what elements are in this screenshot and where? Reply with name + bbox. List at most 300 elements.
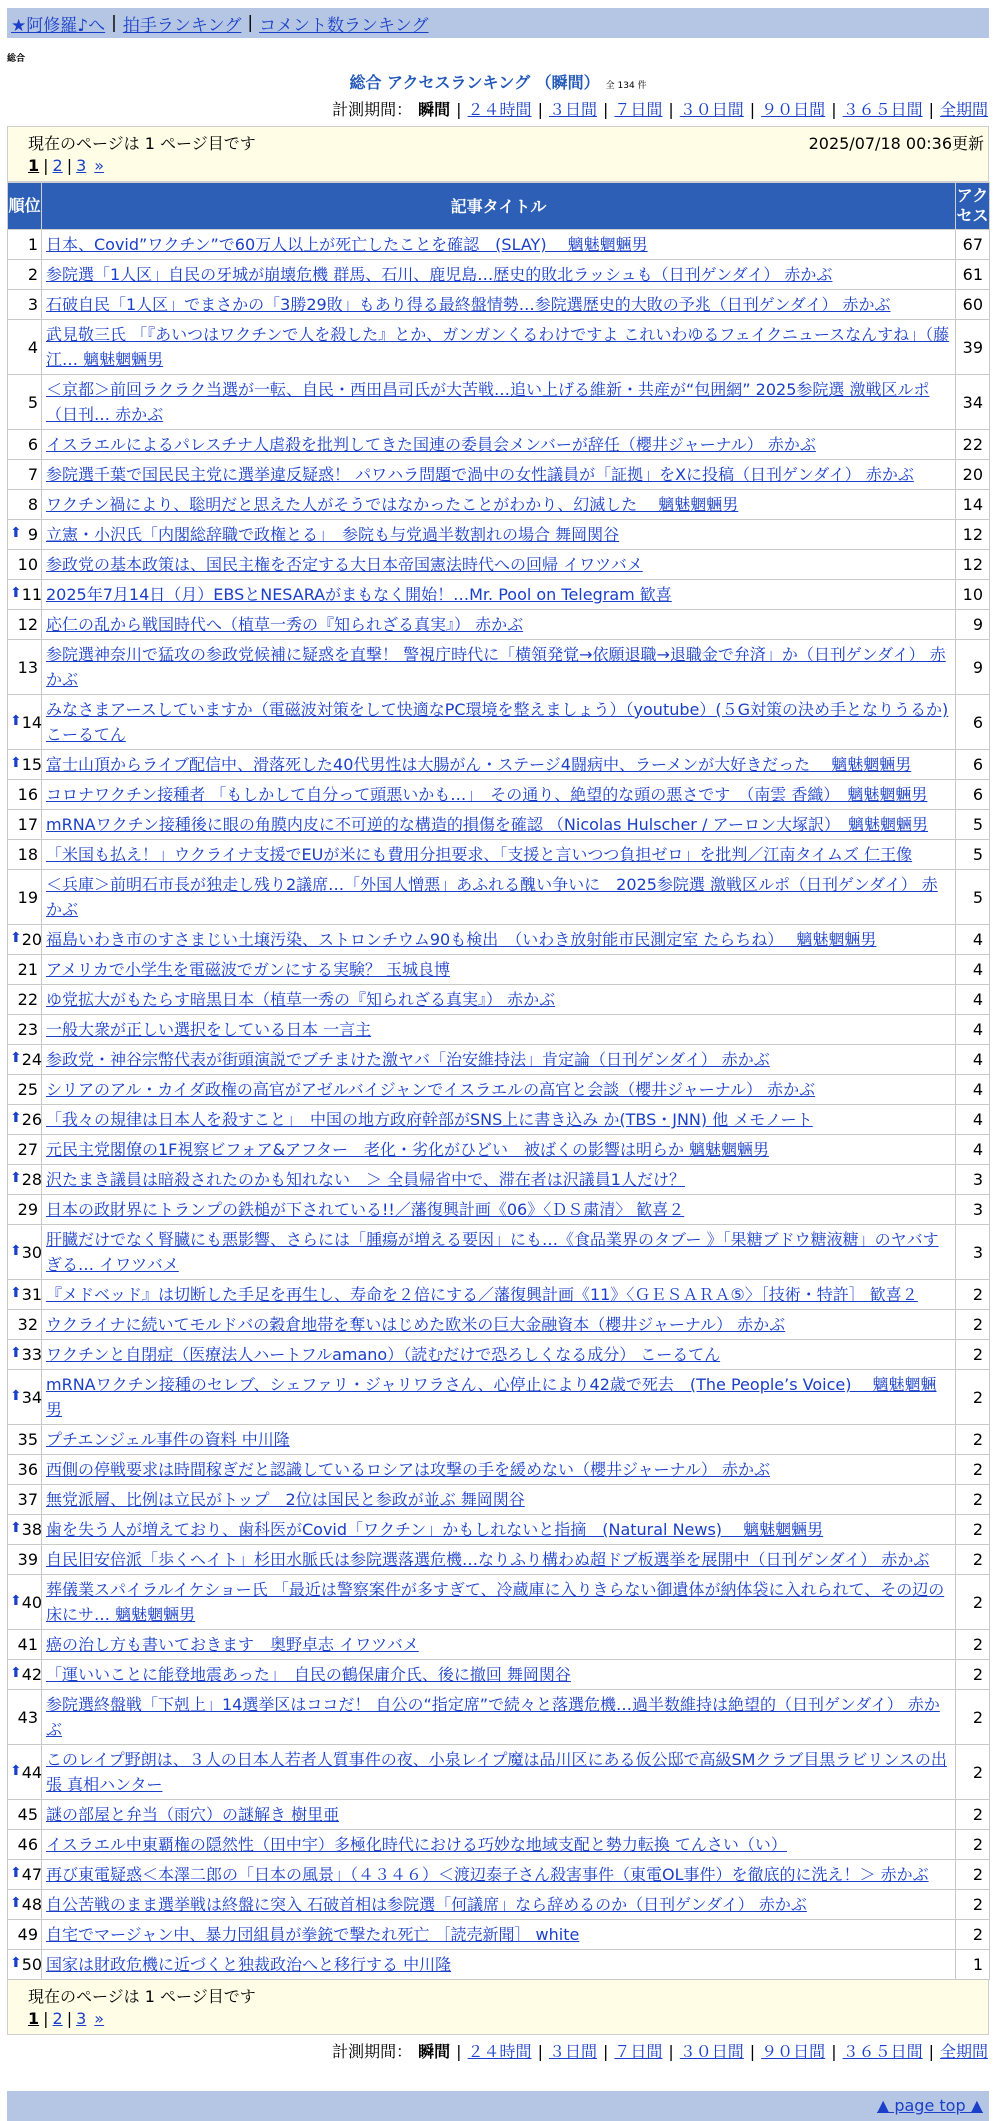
rank-number: 37	[17, 1490, 38, 1509]
rank-number: 15	[21, 755, 43, 774]
up-arrow-icon: ⬆	[10, 1955, 22, 1971]
table-row	[8, 550, 990, 580]
access-count: 4	[956, 955, 990, 985]
rank-cell	[8, 1630, 42, 1660]
table-row	[8, 870, 990, 925]
article-link[interactable]: mRNAワクチン接種のセレブ、シェファリ・ジャリワラさん、心停止により42歳で死去 (The People’s Voice) 魑魅魍魎男	[46, 1375, 937, 1419]
pager-link-2[interactable]: 2	[52, 2009, 63, 2028]
rank-number: 25	[17, 1080, 38, 1099]
period-selector-bottom	[0, 2039, 988, 2062]
article-link[interactable]: 富士山頂からライブ配信中、滑落死した40代男性は大腸がん・ステージ4闘病中、ラーメンが大好きだった 魑魅魍魎男	[46, 755, 912, 774]
period-separator: |	[668, 2042, 674, 2061]
rank-number: 20	[21, 930, 43, 949]
period-separator: |	[831, 2042, 837, 2061]
article-link[interactable]: アメリカで小学生を電磁波でガンにする実験？ 玉城良博	[46, 960, 450, 979]
rank-number: 14	[21, 712, 43, 732]
article-link[interactable]: 無党派層、比例は立民がトップ 2位は国民と参政が並ぶ 舞岡関谷	[46, 1490, 525, 1509]
access-count: 2	[956, 1455, 990, 1485]
table-row	[8, 1690, 990, 1745]
article-link[interactable]: 謎の部屋と弁当（雨穴）の謎解き 樹里亜	[46, 1805, 340, 1824]
article-link[interactable]: 自民旧安倍派「歩くヘイト」杉田水脈氏は参院選落選危機…なりふり構わぬ超ドブ板選挙を展開中（日刊ゲンダイ） 赤かぶ	[46, 1550, 930, 1569]
article-link[interactable]: 一般大衆が正しい選択をしている日本 一言主	[46, 1020, 372, 1039]
table-row	[8, 1225, 990, 1280]
article-link[interactable]: 再び東電疑惑＜本澤二郎の「日本の風景」（４３４６）＜渡辺泰子さん殺害事件（東電OL事件）を徹底的に洗え！＞ 赤かぶ	[46, 1865, 929, 1884]
comment-ranking-link[interactable]: コメント数ランキング	[259, 15, 429, 36]
rank-number: 19	[17, 887, 38, 907]
access-count: 2	[956, 1890, 990, 1920]
title-cell	[42, 1545, 956, 1575]
rank-number: 31	[21, 1285, 43, 1304]
up-arrow-icon: ⬆	[10, 1865, 22, 1881]
rank-cell	[8, 260, 42, 290]
table-row	[8, 1860, 990, 1890]
table-row	[8, 1920, 990, 1950]
table-row	[8, 1660, 990, 1690]
rank-cell	[8, 1485, 42, 1515]
title-cell	[42, 1690, 956, 1745]
article-link[interactable]: 応仁の乱から戦国時代へ（植草一秀の『知られざる真実』） 赤かぶ	[46, 615, 524, 634]
rank-cell	[8, 1690, 42, 1745]
period-separator: |	[928, 100, 934, 119]
title-cell	[42, 1660, 956, 1690]
ranking-table	[7, 182, 990, 1980]
rank-number: 4	[27, 337, 38, 357]
rank-cell	[8, 1455, 42, 1485]
rank-number: 5	[27, 392, 38, 412]
table-row	[8, 520, 990, 550]
table-row	[8, 840, 990, 870]
table-row	[8, 1165, 990, 1195]
access-count: 2	[956, 1830, 990, 1860]
table-row	[8, 1800, 990, 1830]
article-link[interactable]: 参院選千葉で国民民主党に選挙違反疑惑！ パワハラ問題で渦中の女性議員が「証拠」をXに投稿（日刊ゲンダイ） 赤かぶ	[46, 465, 914, 484]
up-arrow-icon: ⬆	[10, 1242, 22, 1259]
up-arrow-icon: ⬆	[10, 1592, 22, 1609]
current-page-text: 現在のページは 1 ページ目です	[28, 1987, 256, 2006]
article-link[interactable]: 葬儀業スパイラルイケショー氏 「最近は警察案件が多すぎて、冷蔵庫に入りきらない御遺体が納体袋に入れられて、その辺の床にサ… 魑魅魍魎男	[46, 1580, 945, 1624]
rank-cell	[8, 1015, 42, 1045]
article-link[interactable]: 肝臓だけでなく腎臓にも悪影響、さらには「腫瘍が増える要因」にも…《食品業界のタブー 》「果糖ブドウ糖液糖」のヤバすぎる… イワツバメ	[46, 1230, 939, 1274]
table-row	[8, 1340, 990, 1370]
access-count: 2	[956, 1630, 990, 1660]
rank-cell	[8, 870, 42, 925]
title-cell	[42, 870, 956, 925]
period-link-1[interactable]: ３日間	[548, 100, 597, 119]
article-link[interactable]: ゆ党拡大がもたらす暗黒日本（植草一秀の『知られざる真実』） 赤かぶ	[46, 990, 556, 1009]
rank-number: 48	[21, 1895, 43, 1914]
article-link[interactable]: プチエンジェル事件の資料 中川隆	[46, 1430, 290, 1449]
rank-number: 22	[17, 990, 38, 1009]
access-count: 2	[956, 1745, 990, 1800]
period-separator: |	[602, 2042, 609, 2061]
title-cell	[42, 750, 956, 780]
rank-number: 3	[27, 295, 38, 314]
period-link-3[interactable]: ３０日間	[679, 2042, 744, 2061]
article-link[interactable]: 日本の政財界にトランプの鉄槌が下されている!!／藩復興計画《06》〈ＤＳ粛清〉 歓喜２	[46, 1200, 685, 1219]
page-info-bottom	[7, 1980, 989, 2035]
period-link-5[interactable]: ３６５日間	[842, 2042, 923, 2061]
rank-cell	[8, 1280, 42, 1310]
table-row	[8, 375, 990, 430]
article-link[interactable]: 参院選終盤戦「下剋上」14選挙区はココだ！ 自公の“指定席”で続々と落選危機…過半数維持は絶望的（日刊ゲンダイ） 赤かぶ	[46, 1695, 940, 1739]
article-link[interactable]: 『メドベッド』は切断した手足を再生し、寿命を２倍にする／藩復興計画《11》〈ＧＥＳＡＲＡ⑤〉［技術・特許］ 歓喜２	[46, 1285, 918, 1304]
access-count: 2	[956, 1485, 990, 1515]
table-row	[8, 460, 990, 490]
up-arrow-icon: ⬆	[10, 1050, 22, 1066]
access-count: 5	[956, 810, 990, 840]
article-link[interactable]: 参政党・神谷宗幣代表が街頭演説でブチまけた激ヤバ「治安維持法」肯定論（日刊ゲンダイ） 赤かぶ	[46, 1050, 770, 1069]
title-cell	[42, 430, 956, 460]
rank-number: 9	[27, 525, 38, 544]
table-row	[8, 1280, 990, 1310]
rank-number: 45	[17, 1805, 38, 1824]
article-link[interactable]: ＜兵庫＞前明石市長が独走し残り2議席…「外国人憎悪」あふれる醜い争いに 2025参院選 激戦区ルポ（日刊ゲンダイ） 赤かぶ	[46, 875, 938, 919]
rank-number: 24	[21, 1050, 43, 1069]
table-row	[8, 780, 990, 810]
table-row	[8, 1890, 990, 1920]
table-row	[8, 1310, 990, 1340]
period-link-1[interactable]: ３日間	[548, 2042, 597, 2061]
title-cell	[42, 1630, 956, 1660]
rank-cell	[8, 1800, 42, 1830]
access-count: 2	[956, 1545, 990, 1575]
period-separator: |	[749, 2042, 756, 2061]
access-count: 2	[956, 1280, 990, 1310]
rank-cell	[8, 520, 42, 550]
table-header-row	[8, 183, 990, 230]
pager-top	[28, 156, 104, 175]
rank-cell	[8, 780, 42, 810]
table-row	[8, 1545, 990, 1575]
article-link[interactable]: 西側の停戦要求は時間稼ぎだと認識しているロシアは攻撃の手を緩めない（櫻井ジャーナル） 赤かぶ	[46, 1460, 770, 1479]
rank-cell	[8, 1545, 42, 1575]
pager-separator: |	[66, 2009, 73, 2028]
title-cell	[42, 1950, 956, 1980]
rank-cell	[8, 1310, 42, 1340]
table-row	[8, 1075, 990, 1105]
article-link[interactable]: みなさまアースしていますか（電磁波対策をして快適なPC環境を整えましょう）（youtube）(５G対策の決め手となりうるか) こーるてん	[46, 700, 949, 744]
article-link[interactable]: 癌の治し方も書いておきます 奥野卓志 イワツバメ	[46, 1635, 419, 1654]
access-count: 6	[956, 695, 990, 750]
access-count: 20	[956, 460, 990, 490]
access-count: 6	[956, 780, 990, 810]
rank-number: 16	[17, 785, 38, 804]
rank-cell	[8, 1045, 42, 1075]
nav-separator: |	[111, 13, 117, 33]
table-row	[8, 1425, 990, 1455]
rank-cell	[8, 610, 42, 640]
rank-number: 35	[17, 1430, 38, 1449]
article-link[interactable]: ＜京都＞前回ラクラク当選が一転、自民・西田昌司氏が大苦戦…追い上げる維新・共産が“包囲網” 2025参院選 激戦区ルポ（日刊… 赤かぶ	[46, 380, 930, 424]
rank-cell	[8, 1425, 42, 1455]
title-cell	[42, 840, 956, 870]
access-count: 2	[956, 1575, 990, 1630]
period-link-0[interactable]: ２４時間	[467, 100, 532, 119]
period-separator: |	[456, 2042, 462, 2061]
rank-cell	[8, 1165, 42, 1195]
table-row	[8, 1370, 990, 1425]
article-link[interactable]: 2025年7月14日（月）EBSとNESARAがまもなく開始！…Mr. Pool on Telegram 歓喜	[46, 585, 672, 604]
access-count: 2	[956, 1340, 990, 1370]
title-cell	[42, 290, 956, 320]
title-cell	[42, 460, 956, 490]
access-count: 2	[956, 1690, 990, 1745]
title-cell	[42, 1280, 956, 1310]
title-cell	[42, 1745, 956, 1800]
access-count: 9	[956, 640, 990, 695]
home-link[interactable]: ★阿修羅♪へ	[11, 15, 106, 36]
period-link-4[interactable]: ９０日間	[761, 2042, 826, 2061]
access-count: 2	[956, 1800, 990, 1830]
period-current: 瞬間	[418, 100, 451, 119]
up-arrow-icon: ⬆	[10, 585, 22, 601]
period-current: 瞬間	[418, 2042, 451, 2061]
rank-number: 13	[17, 657, 38, 677]
article-link[interactable]: mRNAワクチン接種後に眼の角膜内皮に不可逆的な構造的損傷を確認 （Nicolas Hulscher / アーロン大塚訳） 魑魅魍魎男	[46, 815, 928, 834]
pager-link-3[interactable]: 3	[76, 156, 87, 175]
up-arrow-icon: ⬆	[10, 1345, 22, 1361]
up-arrow-icon: ⬆	[10, 1665, 22, 1681]
title-cell	[42, 1800, 956, 1830]
article-link[interactable]: 参院選「1人区」自民の牙城が崩壊危機 群馬、石川、鹿児島…歴史的敗北ラッシュも（日刊ゲンダイ） 赤かぶ	[46, 265, 833, 284]
rank-number: 8	[27, 495, 38, 514]
article-link[interactable]: 福島いわき市のすさまじい土壌汚染、ストロンチウム90も検出 （いわき放射能市民測定室 たらちね） 魑魅魍魎男	[46, 930, 877, 949]
period-separator: |	[749, 100, 756, 119]
article-link[interactable]: ワクチン禍により、聡明だと思えた人がそうではなかったことがわかり、幻滅した 魑魅魍魎男	[46, 495, 739, 514]
article-link[interactable]: 石破自民「1人区」でまさかの「3勝29敗」もあり得る最終盤情勢…参院選歴史的大敗の予兆（日刊ゲンダイ） 赤かぶ	[46, 295, 891, 314]
pager-separator: |	[66, 156, 73, 175]
rank-number: 46	[17, 1835, 38, 1854]
article-link[interactable]: 「我々の規律は日本人を殺すこと」 中国の地方政府幹部がSNS上に書き込み か(TBS・JNN) 他 メモノート	[46, 1110, 813, 1129]
article-link[interactable]: 国家は財政危機に近づくと独裁政治へと移行する 中川隆	[46, 1955, 452, 1974]
up-arrow-icon: ⬆	[10, 1170, 22, 1186]
table-row	[8, 1830, 990, 1860]
period-link-2[interactable]: ７日間	[614, 2042, 663, 2061]
rank-number: 10	[17, 555, 38, 574]
period-link-5[interactable]: ３６５日間	[842, 100, 923, 119]
period-selector-top	[0, 97, 988, 120]
access-count: 3	[956, 1165, 990, 1195]
rank-number: 34	[21, 1387, 43, 1407]
rank-cell	[8, 490, 42, 520]
access-count: 1	[956, 1950, 990, 1980]
rank-number: 1	[27, 235, 38, 254]
rank-number: 27	[17, 1140, 38, 1159]
article-link[interactable]: ウクライナに続いてモルドバの穀倉地帯を奪いはじめた欧米の巨大金融資本（櫻井ジャーナル） 赤かぶ	[46, 1315, 786, 1334]
rank-number: 18	[17, 845, 38, 864]
period-link-0[interactable]: ２４時間	[467, 2042, 532, 2061]
table-row	[8, 230, 990, 260]
rank-cell	[8, 580, 42, 610]
title-cell	[42, 1830, 956, 1860]
title-cell	[42, 1105, 956, 1135]
period-label: 計測期間：	[332, 2042, 413, 2061]
access-count: 5	[956, 840, 990, 870]
rank-cell	[8, 640, 42, 695]
period-label: 計測期間：	[332, 100, 413, 119]
access-count: 9	[956, 610, 990, 640]
rank-number: 30	[21, 1242, 43, 1262]
rank-number: 33	[21, 1345, 43, 1364]
access-count: 12	[956, 520, 990, 550]
table-row	[8, 750, 990, 780]
period-link-4[interactable]: ９０日間	[761, 100, 826, 119]
access-count: 22	[956, 430, 990, 460]
rank-cell	[8, 320, 42, 375]
title-cell	[42, 810, 956, 840]
title-cell	[42, 925, 956, 955]
rank-cell	[8, 1890, 42, 1920]
article-link[interactable]: 武見敬三氏 「『あいつはワクチンで人を殺した』とか、ガンガンくるわけですよ これいわゆるフェイクニュースなんすね」（藤江… 魑魅魍魎男	[46, 325, 950, 369]
nav-separator: |	[247, 13, 254, 33]
pager-separator: |	[43, 156, 49, 175]
table-row	[8, 925, 990, 955]
article-link[interactable]: 自宅でマージャン中、暴力団組員が拳銃で撃たれ死亡 ［読売新聞］ white	[46, 1925, 580, 1944]
table-row	[8, 1575, 990, 1630]
current-page-text: 現在のページは 1 ページ目です	[28, 134, 256, 153]
pager-next-link[interactable]: »	[94, 2009, 105, 2028]
table-row	[8, 1515, 990, 1545]
access-count: 2	[956, 1660, 990, 1690]
rank-number: 23	[17, 1020, 38, 1039]
access-count: 4	[956, 1045, 990, 1075]
rank-number: 38	[21, 1520, 43, 1539]
pager-current: 1	[28, 156, 40, 175]
article-link[interactable]: 「米国も払え！」ウクライナ支援でEUが米にも費用分担要求、「支援と言いつつ負担ゼロ」を批判／江南タイムズ 仁王像	[46, 845, 913, 864]
rank-number: 36	[17, 1460, 38, 1479]
table-row	[8, 1105, 990, 1135]
article-link[interactable]: 元民主党閣僚の1F視察ビフォア&アフター 老化・劣化がひどい 被ばくの影響は明らか 魑魅魍魎男	[46, 1140, 770, 1159]
access-count: 2	[956, 1310, 990, 1340]
table-row	[8, 1045, 990, 1075]
rank-cell	[8, 1515, 42, 1545]
period-link-3[interactable]: ３０日間	[679, 100, 744, 119]
access-count: 14	[956, 490, 990, 520]
table-row	[8, 1015, 990, 1045]
pager-next-link[interactable]: »	[94, 156, 105, 175]
rank-number: 50	[21, 1955, 43, 1974]
pager-link-2[interactable]: 2	[52, 156, 63, 175]
article-link[interactable]: イスラエル中東覇権の隠然性（田中宇）多極化時代における巧妙な地域支配と勢力転換 てんさい（い）	[46, 1835, 787, 1854]
pager-current: 1	[28, 2009, 40, 2028]
article-link[interactable]: シリアのアル・カイダ政権の高官がアゼルバイジャンでイスラエルの高官と会談（櫻井ジャーナル） 赤かぶ	[46, 1080, 816, 1099]
page-top-link[interactable]: ▲ page top ▲	[876, 2096, 983, 2115]
rank-cell	[8, 750, 42, 780]
access-count: 3	[956, 1195, 990, 1225]
rank-number: 7	[27, 465, 38, 484]
rank-number: 43	[17, 1707, 38, 1727]
title-cell	[42, 320, 956, 375]
access-count: 60	[956, 290, 990, 320]
access-count: 6	[956, 750, 990, 780]
title-cell	[42, 1195, 956, 1225]
rank-cell	[8, 1920, 42, 1950]
article-link[interactable]: 沢たまき議員は暗殺されたのかも知れない ＞ 全員帰省中で、滞在者は沢議員1人だけ？	[46, 1170, 685, 1189]
period-link-6[interactable]: 全期間	[939, 2042, 988, 2061]
access-count: 4	[956, 1075, 990, 1105]
rank-number: 49	[17, 1925, 38, 1944]
period-link-6[interactable]: 全期間	[939, 100, 988, 119]
ranking-heading	[0, 70, 996, 93]
title-cell	[42, 520, 956, 550]
pager-separator: |	[43, 2009, 49, 2028]
period-separator: |	[537, 2042, 543, 2061]
title-cell	[42, 1890, 956, 1920]
access-count: 2	[956, 1920, 990, 1950]
up-arrow-icon: ⬆	[10, 1387, 22, 1404]
title-cell	[42, 780, 956, 810]
access-count: 4	[956, 1015, 990, 1045]
title-cell	[42, 1575, 956, 1630]
rank-number: 32	[17, 1315, 38, 1334]
pager-bottom	[28, 2009, 104, 2028]
table-row	[8, 320, 990, 375]
title-cell	[42, 550, 956, 580]
table-row	[8, 1195, 990, 1225]
article-link[interactable]: イスラエルによるパレスチナ人虐殺を批判してきた国連の委員会メンバーが辞任（櫻井ジャーナル） 赤かぶ	[46, 435, 816, 454]
table-row	[8, 810, 990, 840]
clap-ranking-link[interactable]: 拍手ランキング	[122, 15, 242, 36]
rank-cell	[8, 985, 42, 1015]
rank-cell	[8, 375, 42, 430]
rank-number: 41	[17, 1635, 38, 1654]
rank-cell	[8, 1950, 42, 1980]
article-link[interactable]: 立憲・小沢氏「内閣総辞職で政権とる」 参院も与党過半数割れの場合 舞岡関谷	[46, 525, 620, 544]
title-cell	[42, 985, 956, 1015]
article-link[interactable]: このレイプ野朗は、３人の日本人若者人質事件の夜、小泉レイプ魔は品川区にある仮公邸で高級SMクラブ目黒ラビリンスの出張 真相ハンター	[46, 1750, 947, 1794]
rank-cell	[8, 550, 42, 580]
access-count: 4	[956, 1105, 990, 1135]
access-count: 34	[956, 375, 990, 430]
period-link-2[interactable]: ７日間	[614, 100, 663, 119]
article-link[interactable]: 自公苦戦のまま選挙戦は終盤に突入 石破首相は参院選「何議席」なら辞めるのか（日刊ゲンダイ） 赤かぶ	[46, 1895, 807, 1914]
title-cell	[42, 1075, 956, 1105]
rank-number: 2	[27, 265, 38, 284]
title-cell	[42, 610, 956, 640]
article-link[interactable]: 日本、Covid”ワクチン”で60万人以上が死亡したことを確認 (SLAY) 魑魅魍魎男	[46, 235, 648, 254]
access-count: 2	[956, 1860, 990, 1890]
rank-number: 21	[17, 960, 38, 979]
title-cell	[42, 1860, 956, 1890]
pager-link-3[interactable]: 3	[76, 2009, 87, 2028]
rank-number: 47	[21, 1865, 43, 1884]
rank-cell	[8, 1225, 42, 1280]
rank-cell	[8, 460, 42, 490]
table-row	[8, 610, 990, 640]
rank-cell	[8, 1075, 42, 1105]
article-link[interactable]: 参政党の基本政策は、国民主権を否定する大日本帝国憲法時代への回帰 イワツバメ	[46, 555, 643, 574]
table-row	[8, 260, 990, 290]
rank-cell	[8, 955, 42, 985]
article-link[interactable]: コロナワクチン接種者 「もしかして自分って頭悪いかも…」 その通り、絶望的な頭の悪さです （南雲 香織） 魑魅魍魎男	[46, 785, 928, 804]
rank-cell	[8, 810, 42, 840]
table-row	[8, 1135, 990, 1165]
period-separator: |	[537, 100, 543, 119]
article-link[interactable]: 「運いいことに能登地震あった」 自民の鶴保庸介氏、後に撤回 舞岡関谷	[46, 1665, 571, 1684]
title-cell	[42, 1310, 956, 1340]
period-separator: |	[831, 100, 837, 119]
up-arrow-icon: ⬆	[10, 1285, 22, 1301]
article-link[interactable]: 参院選神奈川で猛攻の参政党候補に疑惑を直撃！ 警視庁時代に「横領発覚→依願退職→退職金で弁済」か（日刊ゲンダイ） 赤かぶ	[46, 645, 946, 689]
period-separator: |	[456, 100, 462, 119]
article-link[interactable]: ワクチンと自閉症（医療法人ハートフルamano）（読むだけで恐ろしくなる成分） こーるてん	[46, 1345, 721, 1364]
article-link[interactable]: 歯を失う人が増えており、歯科医がCovid「ワクチン」かもしれないと指摘 (Natural News) 魑魅魍魎男	[46, 1520, 824, 1539]
table-row	[8, 580, 990, 610]
rank-cell	[8, 1340, 42, 1370]
rank-number: 12	[17, 615, 38, 634]
table-row	[8, 640, 990, 695]
access-header: アクセス	[956, 183, 990, 230]
